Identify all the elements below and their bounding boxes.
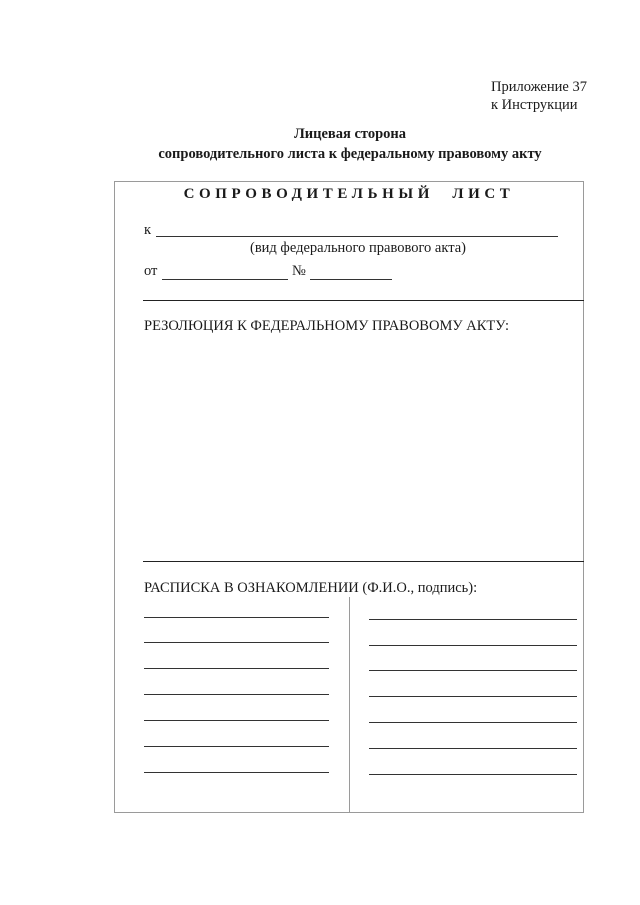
signature-line[interactable] [144, 668, 329, 669]
signature-line[interactable] [144, 617, 329, 618]
signature-line[interactable] [369, 619, 577, 620]
date-field[interactable] [162, 279, 288, 280]
resolution-label: РЕЗОЛЮЦИЯ К ФЕДЕРАЛЬНОМУ ПРАВОВОМУ АКТУ: [144, 318, 509, 334]
number-sign: № [292, 263, 306, 279]
signature-line[interactable] [369, 748, 577, 749]
from-prefix: от [144, 263, 158, 279]
signature-line[interactable] [144, 720, 329, 721]
signature-line[interactable] [144, 772, 329, 773]
signature-line[interactable] [369, 774, 577, 775]
act-type-caption: (вид федерального правового акта) [250, 240, 466, 256]
signature-line[interactable] [369, 645, 577, 646]
appendix-note [491, 78, 587, 114]
form-heading: СОПРОВОДИТЕЛЬНЫЙ ЛИСТ [183, 186, 515, 202]
resolution-area[interactable] [144, 340, 580, 556]
appendix-reference: к Инструкции [491, 97, 578, 113]
signature-line[interactable] [369, 696, 577, 697]
signature-line[interactable] [369, 670, 577, 671]
signature-line[interactable] [144, 746, 329, 747]
column-divider [349, 597, 350, 812]
page-title: Лицевая сторона [293, 126, 407, 142]
act-type-field[interactable] [156, 236, 558, 237]
number-field[interactable] [310, 279, 392, 280]
appendix-number: Приложение 37 [491, 79, 587, 95]
to-prefix: к [144, 222, 152, 238]
signature-line[interactable] [369, 722, 577, 723]
signature-line[interactable] [144, 694, 329, 695]
divider-bottom [143, 561, 584, 562]
page-subtitle: сопроводительного листа к федеральному правовому акту [158, 146, 542, 162]
signature-line[interactable] [144, 642, 329, 643]
divider-top [143, 300, 584, 301]
acknowledgement-label: РАСПИСКА В ОЗНАКОМЛЕНИИ (Ф.И.О., подпись): [144, 580, 478, 596]
